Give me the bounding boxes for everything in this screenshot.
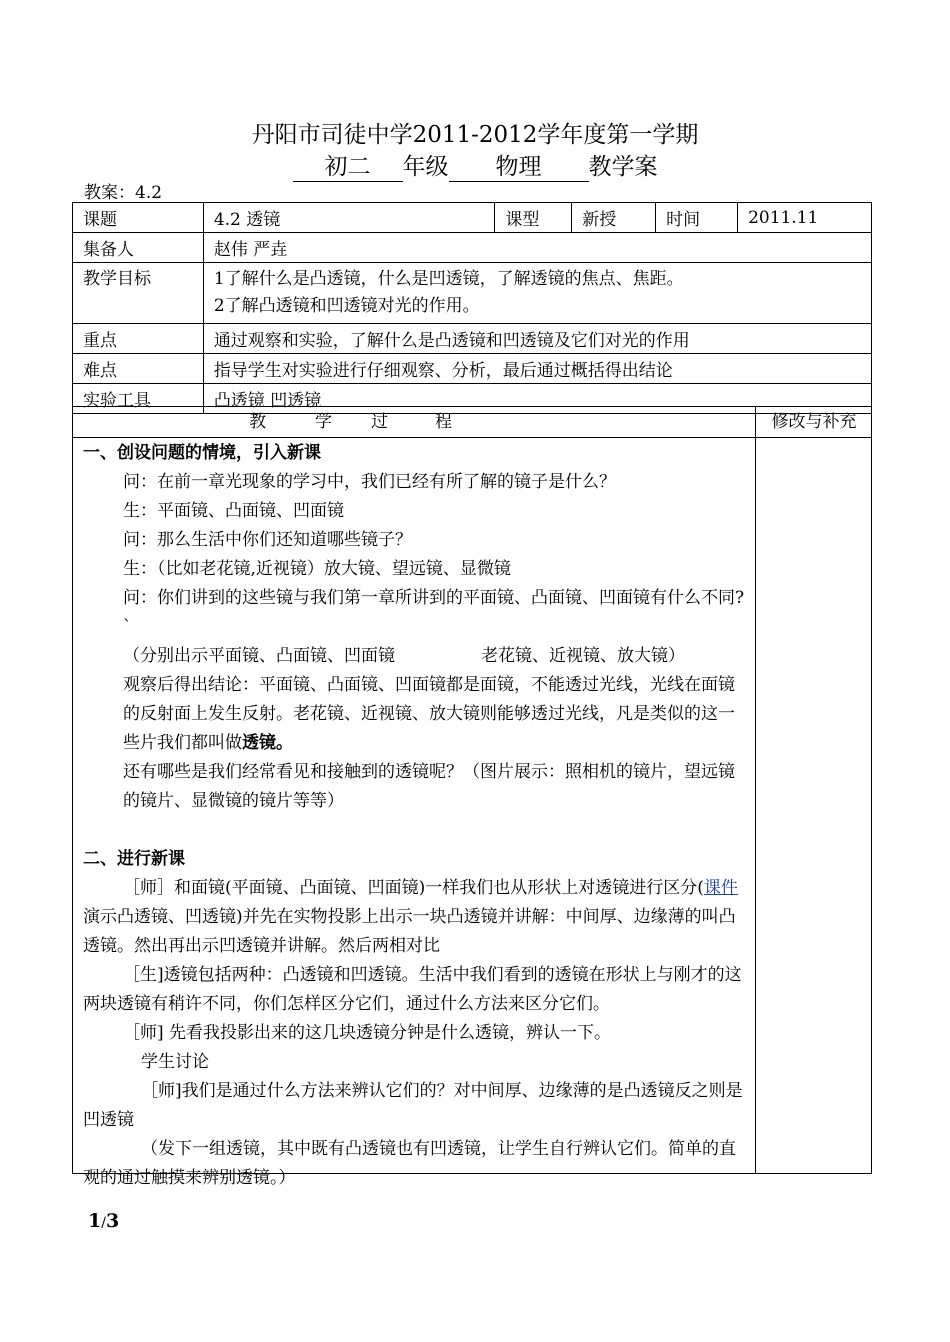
dialog-line: 生：（比如老花镜,近视镜）放大镜、望远镜、显微镜 <box>123 559 511 579</box>
courseware-link[interactable]: 课件 <box>703 878 738 898</box>
dialog-line <box>83 642 751 671</box>
section-1-title: 一、创设问题的情境，引入新课 <box>83 443 321 463</box>
process-header-char: 教 <box>249 412 266 432</box>
dialog-line: 问：在前一章光现象的学习中，我们已经有所了解的镜子是什么？ <box>123 472 616 492</box>
teacher-paragraph: ［师] 先看我投影出来的这几块透镜分钟是什么透镜，辨认一下。 <box>123 1023 612 1043</box>
grade-field: 初二 <box>293 148 403 182</box>
topic-value: 4.2 透镜 <box>203 203 495 233</box>
type-label: 课型 <box>495 203 572 233</box>
activity-paragraph: （发下一组透镜，其中既有凸透镜也有凹透镜，让学生自行辨认它们。简单的直观的通过触摸来辨别透镜。） <box>83 1139 736 1188</box>
doc-subtitle <box>0 148 950 182</box>
lens-term: 透镜。 <box>242 733 293 753</box>
info-table <box>72 202 872 414</box>
teacher-text: ［师］和面镜(平面镜、凸面镜、凹面镜)一样我们也从形状上对透镜进行区分( <box>123 878 704 898</box>
goal-1: 1了解什么是凸透镜，什么是凹透镜，了解透镜的焦点、焦距。 <box>213 269 684 289</box>
page-number <box>88 1210 119 1232</box>
topic-label: 课题 <box>73 203 204 233</box>
tools-label: 实验工具 <box>73 384 204 414</box>
type-value: 新授 <box>572 203 656 233</box>
page-separator: / <box>101 1215 106 1231</box>
spacer <box>83 816 751 845</box>
demo-lenses: 老花镜、近视镜、放大镜） <box>481 646 685 666</box>
dialog-line: 问：你们讲到的这些镜与我们第一章所讲到的平面镜、凸面镜、凹面镜有什么不同?` <box>123 588 745 637</box>
difficulty-value: 指导学生对实验进行仔细观察、分析，最后通过概括得出结论 <box>203 354 871 384</box>
process-header-char: 学 <box>315 412 332 432</box>
grade-suffix: 年级 <box>402 154 449 180</box>
teacher-text: 演示凸透镜、凹透镜)并先在实物投影上出示一块凸透镜并讲解：中间厚、边缘薄的叫凸透镜。然出再出示凹透镜并讲解。然后两相对比 <box>83 907 736 956</box>
current-page: 1 <box>88 1210 102 1232</box>
difficulty-label: 难点 <box>73 354 204 384</box>
time-label: 时间 <box>656 203 738 233</box>
discussion-line: 学生讨论 <box>141 1052 209 1072</box>
case-number: 教案：4.2 <box>84 183 163 203</box>
goal-2: 2了解凸透镜和凹透镜对光的作用。 <box>213 296 480 316</box>
total-pages: 3 <box>105 1210 120 1232</box>
prep-value: 赵伟 严垚 <box>203 233 871 263</box>
prep-label: 集备人 <box>73 233 204 263</box>
demo-mirrors: （分别出示平面镜、凸面镜、凹面镜 <box>123 646 395 666</box>
tools-value: 凸透镜 凹透镜 <box>203 384 871 414</box>
goal-value <box>203 263 871 324</box>
process-header-char: 过 <box>371 412 388 432</box>
teacher-paragraph <box>83 874 751 961</box>
conclusion-text: 观察后得出结论：平面镜、凸面镜、凹面镜都是面镜，不能透过光线，光线在面镜的反射面上发生反射。老花镜、近视镜、放大镜则能够透过光线，凡是类似的这一些片我们都叫做 <box>123 675 735 753</box>
doc-title: 丹阳市司徒中学2011-2012学年度第一学期 <box>251 122 699 148</box>
revision-column <box>755 438 756 1173</box>
process-table <box>72 406 872 1188</box>
key-value: 通过观察和实验，了解什么是凸透镜和凹透镜及它们对光的作用 <box>203 324 871 354</box>
dialog-line: 还有哪些是我们经常看见和接触到的透镜呢？（图片展示：照相机的镜片，望远镜的镜片、显微镜的镜片等等） <box>123 762 735 811</box>
key-label: 重点 <box>73 324 204 354</box>
process-header <box>73 407 755 438</box>
time-value: 2011.11 <box>738 203 872 233</box>
section-2-title: 二、进行新课 <box>83 849 185 869</box>
teacher-paragraph: ［师]我们是通过什么方法来辨认它们的？对中间厚、边缘薄的是凸透镜反之则是凹透镜 <box>83 1081 743 1130</box>
revision-header: 修改与补充 <box>755 407 872 438</box>
subject-suffix: 教学案 <box>588 154 658 180</box>
conclusion <box>83 671 751 758</box>
process-content <box>83 439 751 1193</box>
process-header-char: 程 <box>435 412 452 432</box>
subject-field: 物理 <box>449 148 589 182</box>
goal-label: 教学目标 <box>73 263 204 324</box>
dialog-line: 问：那么生活中你们还知道哪些镜子？ <box>123 530 412 550</box>
dialog-line: 生：平面镜、凸面镜、凹面镜 <box>123 501 344 521</box>
student-paragraph: ［生]透镜包括两种：凸透镜和凹透镜。生活中我们看到的透镜在形状上与刚才的这两块透镜有稍许不同，你们怎样区分它们，通过什么方法来区分它们。 <box>83 965 742 1014</box>
